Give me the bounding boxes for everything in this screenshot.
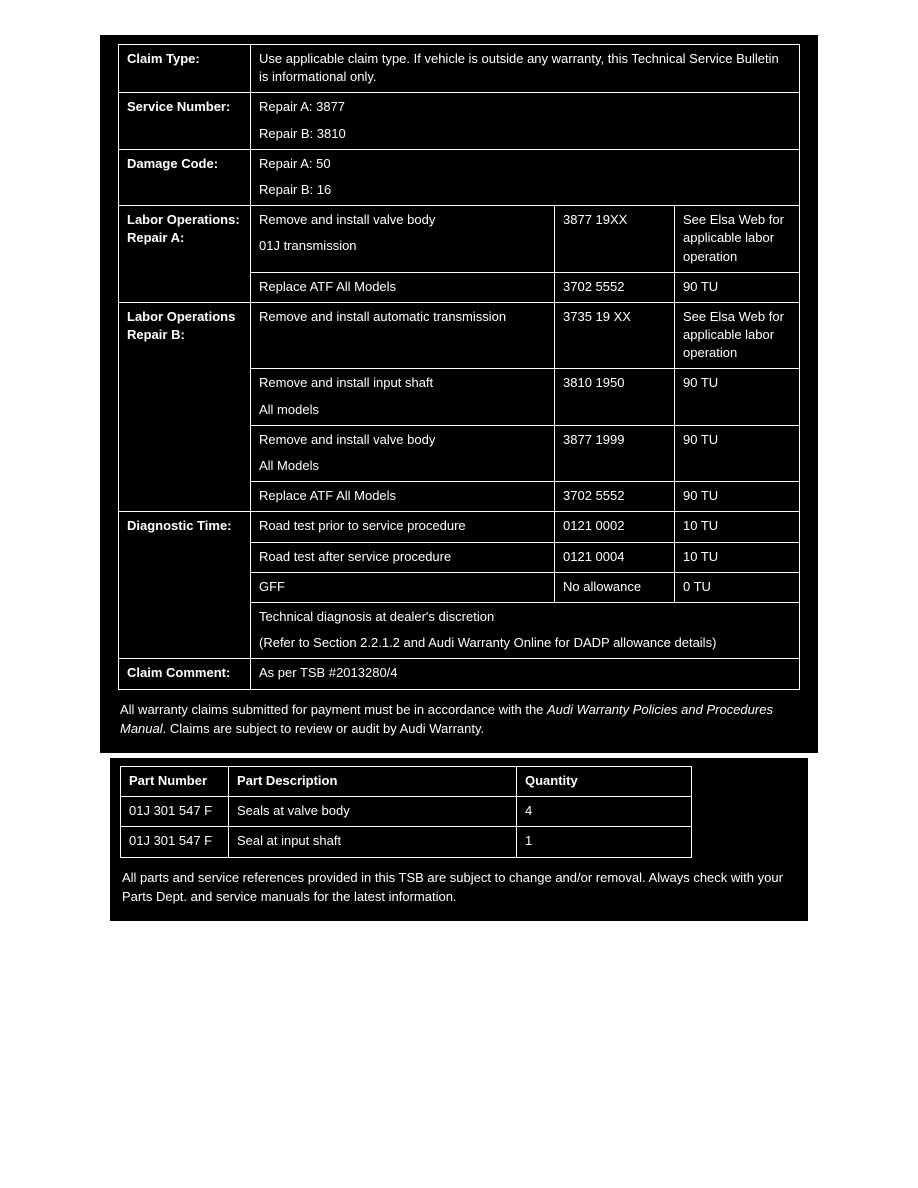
- labor-b-op2-code: 3810 1950: [555, 369, 675, 425]
- parts-row: [121, 797, 692, 827]
- service-number-line: Repair B: 3810: [259, 125, 346, 141]
- labor-b-label-line: Labor Operations: [127, 308, 236, 324]
- row-claim-comment: [119, 659, 800, 689]
- labor-b-op4-allowance: 90 TU: [675, 482, 800, 512]
- row-claim-type: [119, 45, 800, 93]
- labor-a-label-line: Labor Operations:: [127, 212, 240, 228]
- labor-b-op1-desc: Remove and install automatic transmission: [251, 302, 555, 369]
- parts-section: [110, 758, 808, 921]
- claim-type-label: Claim Type:: [119, 45, 251, 93]
- diagnostic-3-allowance: 0 TU: [675, 572, 800, 602]
- labor-b-label-line: Repair B:: [127, 327, 185, 343]
- labor-a-label-line: Repair A:: [127, 230, 185, 246]
- part-quantity: 4: [517, 797, 692, 827]
- claim-type-value: Use applicable claim type. If vehicle is outside any warranty, this Technical Service Bulletin is informational only.: [251, 45, 800, 93]
- labor-a-op2-code: 3702 5552: [555, 272, 675, 302]
- diagnostic-1-allowance: 10 TU: [675, 512, 800, 542]
- labor-b-op2-desc: [251, 369, 555, 425]
- parts-header-part-number: Part Number: [121, 767, 229, 797]
- damage-code-line: Repair A: 50: [259, 155, 331, 171]
- row-diagnostic-1: [119, 512, 800, 542]
- damage-code-label: Damage Code:: [119, 149, 251, 205]
- labor-b-op2-desc-line: Remove and install input shaft: [259, 375, 434, 391]
- part-description: Seal at input shaft: [229, 827, 517, 857]
- labor-a-op1-desc: [251, 206, 555, 273]
- diagnostic-1-code: 0121 0002: [555, 512, 675, 542]
- diagnostic-note-line: (Refer to Section 2.2.1.2 and Audi Warranty Online for DADP allowance details): [259, 635, 717, 651]
- row-labor-a-op1: [119, 206, 800, 273]
- part-number: 01J 301 547 F: [121, 827, 229, 857]
- labor-a-op2-desc: Replace ATF All Models: [251, 272, 555, 302]
- row-labor-b-op1: [119, 302, 800, 369]
- labor-a-op1-desc-line: Remove and install valve body: [259, 212, 436, 228]
- warranty-footnote-text: . Claims are subject to review or audit by Audi Warranty.: [162, 721, 485, 736]
- warranty-footnote-text: All warranty claims submitted for payment must be in accordance with the: [120, 701, 548, 717]
- labor-b-op1-code: 3735 19 XX: [555, 302, 675, 369]
- service-number-value: [251, 93, 800, 149]
- labor-b-op3-code: 3877 1999: [555, 425, 675, 481]
- diagnostic-2-allowance: 10 TU: [675, 542, 800, 572]
- labor-b-op4-desc: Replace ATF All Models: [251, 482, 555, 512]
- diagnostic-2-code: 0121 0004: [555, 542, 675, 572]
- labor-b-op3-desc: [251, 425, 555, 481]
- labor-b-op2-allowance: 90 TU: [675, 369, 800, 425]
- parts-header-row: [121, 767, 692, 797]
- claim-comment-label: Claim Comment:: [119, 659, 251, 689]
- diagnostic-3-code: No allowance: [555, 572, 675, 602]
- parts-header-quantity: Quantity: [517, 767, 692, 797]
- parts-table: [120, 766, 692, 858]
- diagnostic-3-desc: GFF: [251, 572, 555, 602]
- damage-code-value: [251, 149, 800, 205]
- labor-a-label: [119, 206, 251, 303]
- labor-a-op1-allowance: See Elsa Web for applicable labor operation: [675, 206, 800, 273]
- diagnostic-note: [251, 602, 800, 658]
- labor-a-op2-allowance: 90 TU: [675, 272, 800, 302]
- labor-b-op3-allowance: 90 TU: [675, 425, 800, 481]
- row-damage-code: [119, 149, 800, 205]
- warranty-table: [118, 44, 800, 690]
- part-number: 01J 301 547 F: [121, 797, 229, 827]
- labor-b-op3-desc-line: All Models: [259, 458, 319, 473]
- warranty-footnote: [120, 700, 798, 739]
- damage-code-line: Repair B: 16: [259, 181, 332, 197]
- diagnostic-1-desc: Road test prior to service procedure: [251, 512, 555, 542]
- row-service-number: [119, 93, 800, 149]
- labor-b-op2-desc-line: All models: [259, 401, 319, 417]
- warranty-footnote-italic: Audi Warranty Policies and Procedures Manual: [120, 701, 773, 736]
- labor-a-op1-code: 3877 19XX: [555, 206, 675, 273]
- warranty-section: [100, 35, 818, 753]
- labor-b-label: [119, 302, 251, 512]
- service-number-label: Service Number:: [119, 93, 251, 149]
- parts-row: [121, 827, 692, 857]
- diagnostic-time-label: Diagnostic Time:: [119, 512, 251, 659]
- part-description: Seals at valve body: [229, 797, 517, 827]
- parts-footnote: All parts and service references provided in this TSB are subject to change and/or removal. Always check with your Parts Dept. and service manuals for the latest information.: [122, 869, 783, 905]
- parts-header-description: Part Description: [229, 767, 517, 797]
- labor-b-op3-desc-line: Remove and install valve body: [259, 431, 436, 447]
- labor-b-op1-allowance: See Elsa Web for applicable labor operation: [675, 302, 800, 369]
- diagnostic-2-desc: Road test after service procedure: [251, 542, 555, 572]
- diagnostic-note-line: Technical diagnosis at dealer's discretion: [259, 608, 495, 624]
- service-number-line: Repair A: 3877: [259, 99, 346, 115]
- labor-a-op1-desc-line: 01J transmission: [259, 238, 357, 254]
- claim-comment-value: As per TSB #2013280/4: [251, 659, 800, 689]
- part-quantity: 1: [517, 827, 692, 857]
- labor-b-op4-code: 3702 5552: [555, 482, 675, 512]
